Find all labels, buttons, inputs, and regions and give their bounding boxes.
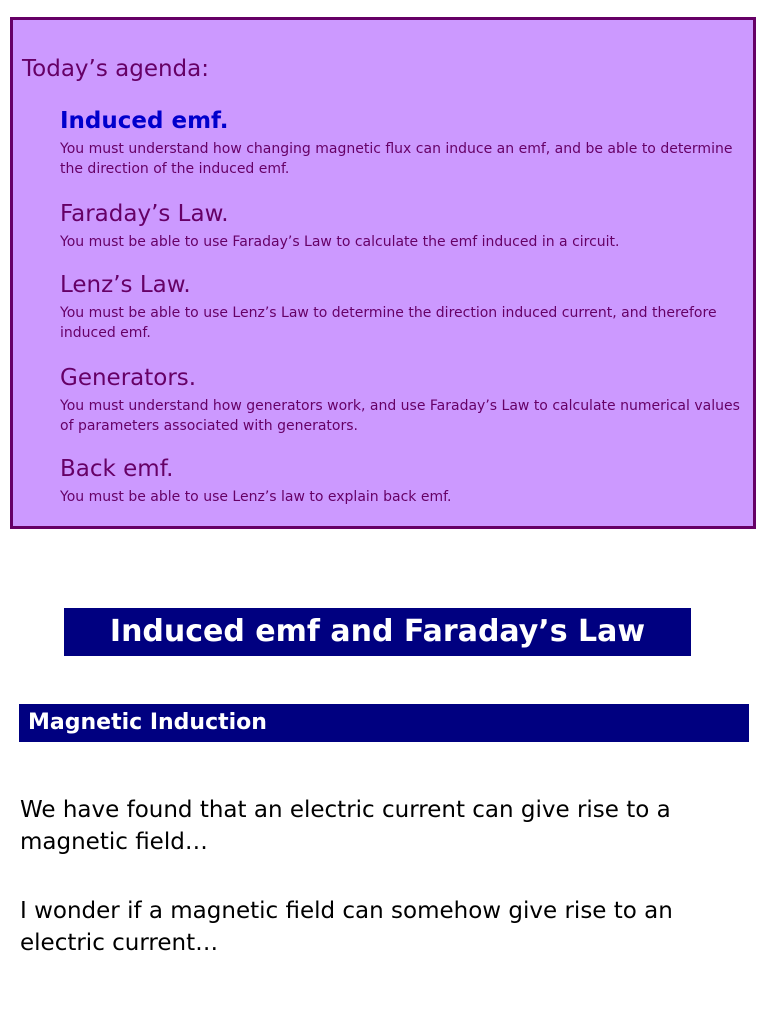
body-paragraph: I wonder if a magnetic field can somehow give rise to an electric current… [20, 898, 673, 956]
agenda-item-title: Generators. [60, 365, 197, 391]
agenda-item-description: You must understand how generators work, and use Faraday’s Law to calculate numerical values of parameters associated with generators. [60, 398, 740, 434]
agenda-heading: Today’s agenda: [22, 56, 209, 82]
agenda-item-title: Induced emf. [60, 108, 229, 134]
agenda-item-generators [60, 367, 750, 436]
agenda-item-induced-emf [60, 110, 750, 179]
agenda-box [10, 17, 756, 529]
agenda-item-title: Back emf. [60, 456, 174, 482]
agenda-item-faradays-law [60, 203, 750, 252]
agenda-item-description: You must understand how changing magnetic flux can induce an emf, and be able to determine the direction of the induced emf. [60, 141, 733, 177]
main-title-bar: Induced emf and Faraday’s Law [64, 608, 691, 656]
body-paragraph: We have found that an electric current can give rise to a magnetic field… [20, 797, 671, 855]
section-title-bar: Magnetic Induction [19, 704, 749, 742]
agenda-item-description: You must be able to use Lenz’s law to explain back emf. [60, 489, 452, 505]
agenda-item-lenzs-law [60, 274, 750, 343]
agenda-item-back-emf [60, 458, 750, 507]
agenda-item-title: Faraday’s Law. [60, 201, 229, 227]
agenda-item-description: You must be able to use Lenz’s Law to determine the direction induced current, and therefore induced emf. [60, 305, 717, 341]
agenda-item-title: Lenz’s Law. [60, 272, 191, 298]
agenda-item-description: You must be able to use Faraday’s Law to calculate the emf induced in a circuit. [60, 234, 620, 250]
